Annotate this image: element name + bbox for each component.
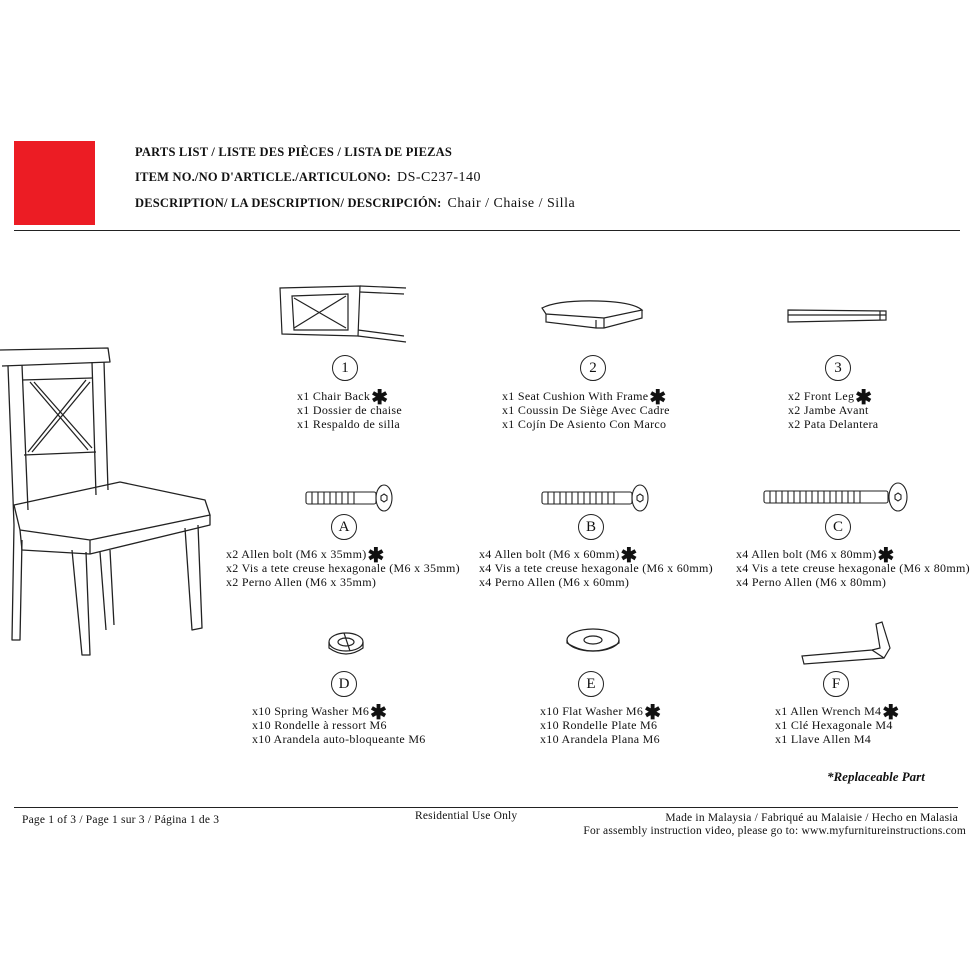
part-1-line-fr: x1 Dossier de chaise (297, 403, 402, 417)
header-divider (14, 230, 960, 231)
front-leg-illustration (786, 306, 890, 326)
replaceable-star: ✱ (371, 387, 389, 409)
replaceable-star: ✱ (367, 545, 385, 567)
part-1-line-en: x1 Chair Back✱ (297, 387, 389, 409)
part-D-description (252, 704, 426, 746)
part-A-description (226, 547, 460, 589)
replaceable-star: ✱ (649, 387, 667, 409)
part-2-description (502, 389, 670, 431)
made-in-note: Made in Malaysia / Fabriqué au Malaisie / Hecho en Malasia (665, 812, 958, 824)
part-C-marker: C (825, 514, 851, 540)
flat-washer-illustration (565, 627, 621, 657)
replaceable-star: ✱ (370, 702, 388, 724)
part-3-line-fr: x2 Jambe Avant (788, 403, 869, 417)
part-C-line-fr: x4 Vis a tete creuse hexagonale (M6 x 80mm) (736, 561, 970, 575)
part-E-line-es: x10 Arandela Plana M6 (540, 732, 660, 746)
allen-bolt-80mm-illustration (762, 480, 912, 514)
part-A-marker: A (331, 514, 357, 540)
part-2-line-es: x1 Cojín De Asiento Con Marco (502, 417, 667, 431)
part-3-marker: 3 (825, 355, 851, 381)
part-3-line-es: x2 Pata Delantera (788, 417, 879, 431)
part-A-line-es: x2 Perno Allen (M6 x 35mm) (226, 575, 377, 589)
replaceable-part-note: *Replaceable Part (827, 769, 925, 784)
footer-divider (14, 807, 958, 808)
assembly-video-note: For assembly instruction video, please go to: www.myfurnitureinstructions.com (583, 825, 966, 837)
part-2-marker: 2 (580, 355, 606, 381)
part-D-line-en: x10 Spring Washer M6✱ (252, 702, 388, 724)
part-D-line-es: x10 Arandela auto-bloqueante M6 (252, 732, 426, 746)
allen-bolt-35mm-illustration (304, 482, 396, 514)
part-1-line-es: x1 Respaldo de silla (297, 417, 400, 431)
allen-bolt-60mm-illustration (540, 482, 652, 514)
part-D-line-fr: x10 Rondelle à ressort M6 (252, 718, 387, 732)
part-2-line-en: x1 Seat Cushion With Frame✱ (502, 387, 667, 409)
part-E-description (540, 704, 661, 746)
description-value: Chair / Chaise / Silla (447, 196, 576, 211)
part-E-marker: E (578, 671, 604, 697)
brand-color-block (14, 141, 95, 225)
part-E-line-fr: x10 Rondelle Plate M6 (540, 718, 658, 732)
assembled-chair-illustration (0, 340, 215, 660)
part-C-line-en: x4 Allen bolt (M6 x 80mm)✱ (736, 545, 895, 567)
part-B-line-fr: x4 Vis a tete creuse hexagonale (M6 x 60mm) (479, 561, 713, 575)
part-C-line-es: x4 Perno Allen (M6 x 80mm) (736, 575, 887, 589)
part-C-description (736, 547, 970, 589)
item-number-value: DS-C237-140 (396, 170, 482, 185)
part-A-line-en: x2 Allen bolt (M6 x 35mm)✱ (226, 545, 385, 567)
part-B-line-es: x4 Perno Allen (M6 x 60mm) (479, 575, 630, 589)
part-2-line-fr: x1 Coussin De Siège Avec Cadre (502, 403, 670, 417)
part-B-line-en: x4 Allen bolt (M6 x 60mm)✱ (479, 545, 638, 567)
description-label: DESCRIPTION/ LA DESCRIPTION/ DESCRIPCIÓN: (135, 196, 442, 210)
item-number (135, 170, 481, 186)
part-B-marker: B (578, 514, 604, 540)
part-F-line-fr: x1 Clé Hexagonale M4 (775, 718, 893, 732)
parts-list-title: PARTS LIST / LISTE DES PIÈCES / LISTA DE PIEZAS (135, 145, 453, 159)
description (135, 196, 575, 212)
replaceable-star: ✱ (644, 702, 662, 724)
item-number-label: ITEM NO./NO D'ARTICLE./ARTICULONO: (135, 170, 391, 184)
replaceable-star: ✱ (620, 545, 638, 567)
spring-washer-illustration (326, 630, 366, 660)
part-3-line-en: x2 Front Leg✱ (788, 387, 873, 409)
part-F-line-en: x1 Allen Wrench M4✱ (775, 702, 900, 724)
part-F-marker: F (823, 671, 849, 697)
part-3-description (788, 389, 878, 431)
part-B-description (479, 547, 713, 589)
part-F-line-es: x1 Llave Allen M4 (775, 732, 872, 746)
seat-cushion-illustration (538, 298, 648, 332)
chair-back-illustration (278, 282, 410, 344)
part-F-description (775, 704, 899, 746)
part-E-line-en: x10 Flat Washer M6✱ (540, 702, 662, 724)
part-1-description (297, 389, 402, 431)
part-A-line-fr: x2 Vis a tete creuse hexagonale (M6 x 35mm) (226, 561, 460, 575)
replaceable-star: ✱ (882, 702, 900, 724)
allen-wrench-illustration (800, 620, 892, 666)
replaceable-star: ✱ (877, 545, 895, 567)
replaceable-star: ✱ (855, 387, 873, 409)
part-1-marker: 1 (332, 355, 358, 381)
page-indicator: Page 1 of 3 / Page 1 sur 3 / Página 1 de 3 (22, 814, 220, 826)
residential-use-note: Residential Use Only (415, 810, 518, 822)
part-D-marker: D (331, 671, 357, 697)
